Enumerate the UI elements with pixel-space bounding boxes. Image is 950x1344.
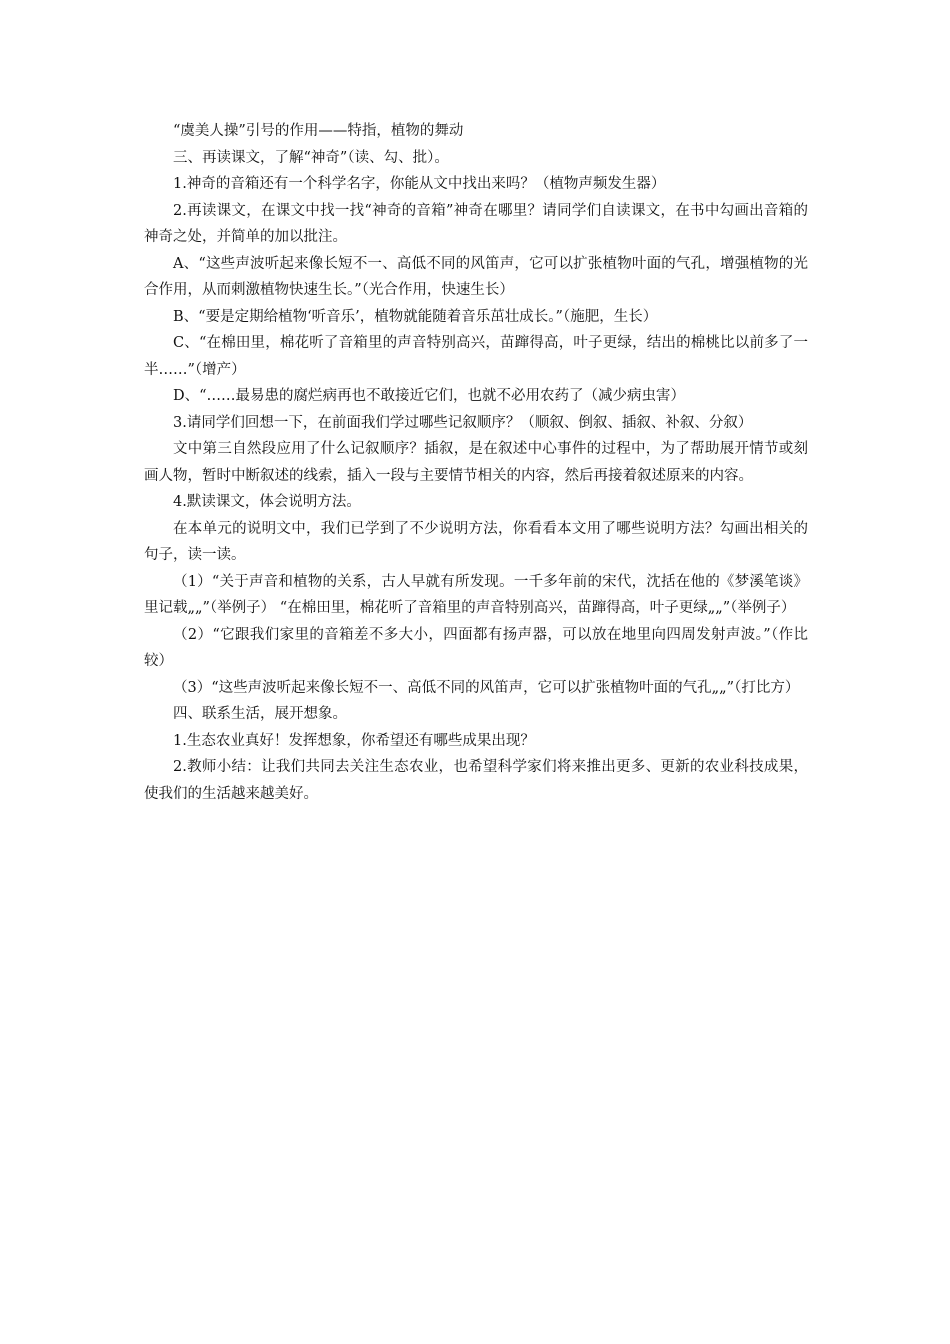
point-b: B、“要是定期给植物‘听音乐’，植物就能随着音乐茁壮成长。”（施肥，生长） bbox=[173, 308, 658, 325]
section-heading-imagine: 四、联系生活，展开想象。 bbox=[173, 706, 347, 722]
point-d: D、“……最易患的腐烂病再也不敢接近它们，也就不必用农药了（减少病虫害） bbox=[173, 388, 686, 404]
question-2: 2.再读课文，在课文中找一找“神奇的音箱”神奇在哪里？请同学们自读课文，在书中勾画出音箱的神奇之处，并简单的加以批注。 bbox=[144, 202, 808, 245]
document-page bbox=[144, 118, 808, 807]
method-example-1: （1）“关于声音和植物的关系，古人早就有所发现。一千多年前的宋代，沈括在他的《梦溪笔谈》里记载„„”（举例子） “在棉田里，棉花听了音箱里的声音特别高兴，苗蹿得高，叶子更绿„„”（举例子） bbox=[144, 573, 808, 616]
question-1: 1.神奇的音箱还有一个科学名字，你能从文中找出来吗？（植物声频发生器） bbox=[173, 176, 666, 192]
question-4: 4.默读课文，体会说明方法。 bbox=[173, 494, 361, 510]
paragraph-methods-intro: 在本单元的说明文中，我们已学到了不少说明方法，你看看本文用了哪些说明方法？勾画出相关的句子，读一读。 bbox=[144, 520, 808, 563]
point-a: A、“这些声波听起来像长短不一、高低不同的风笛声，它可以扩张植物叶面的气孔，增强植物的光合作用，从而刺激植物快速生长。”（光合作用，快速生长） bbox=[144, 255, 808, 298]
point-c: C、“在棉田里，棉花听了音箱里的声音特别高兴，苗蹿得高，叶子更绿，结出的棉桃比以前多了一半……”（增产） bbox=[144, 335, 808, 378]
question-3: 3.请同学们回想一下，在前面我们学过哪些记叙顺序？（顺叙、倒叙、插叙、补叙、分叙） bbox=[173, 414, 753, 431]
question-imagine-1: 1.生态农业真好！发挥想象，你希望还有哪些成果出现？ bbox=[173, 732, 535, 749]
teacher-summary: 2.教师小结：让我们共同去关注生态农业，也希望科学家们将来推出更多、更新的农业科技成果，使我们的生活越来越美好。 bbox=[144, 759, 808, 802]
paragraph-flashback: 文中第三自然段应用了什么记叙顺序？插叙，是在叙述中心事件的过程中，为了帮助展开情节或刻画人物，暂时中断叙述的线索，插入一段与主要情节相关的内容，然后再接着叙述原来的内容。 bbox=[144, 441, 808, 484]
section-heading-reread: 三、再读课文，了解“神奇”（读、勾、批）。 bbox=[173, 149, 449, 166]
paragraph-quote-function: “虞美人操”引号的作用——特指，植物的舞动 bbox=[173, 123, 464, 139]
method-example-3: （3）“这些声波听起来像长短不一、高低不同的风笛声，它可以扩张植物叶面的气孔„„”（打比方） bbox=[173, 679, 800, 696]
method-example-2: （2）“它跟我们家里的音箱差不多大小，四面都有扬声器，可以放在地里向四周发射声波。”（作比较） bbox=[144, 626, 808, 669]
